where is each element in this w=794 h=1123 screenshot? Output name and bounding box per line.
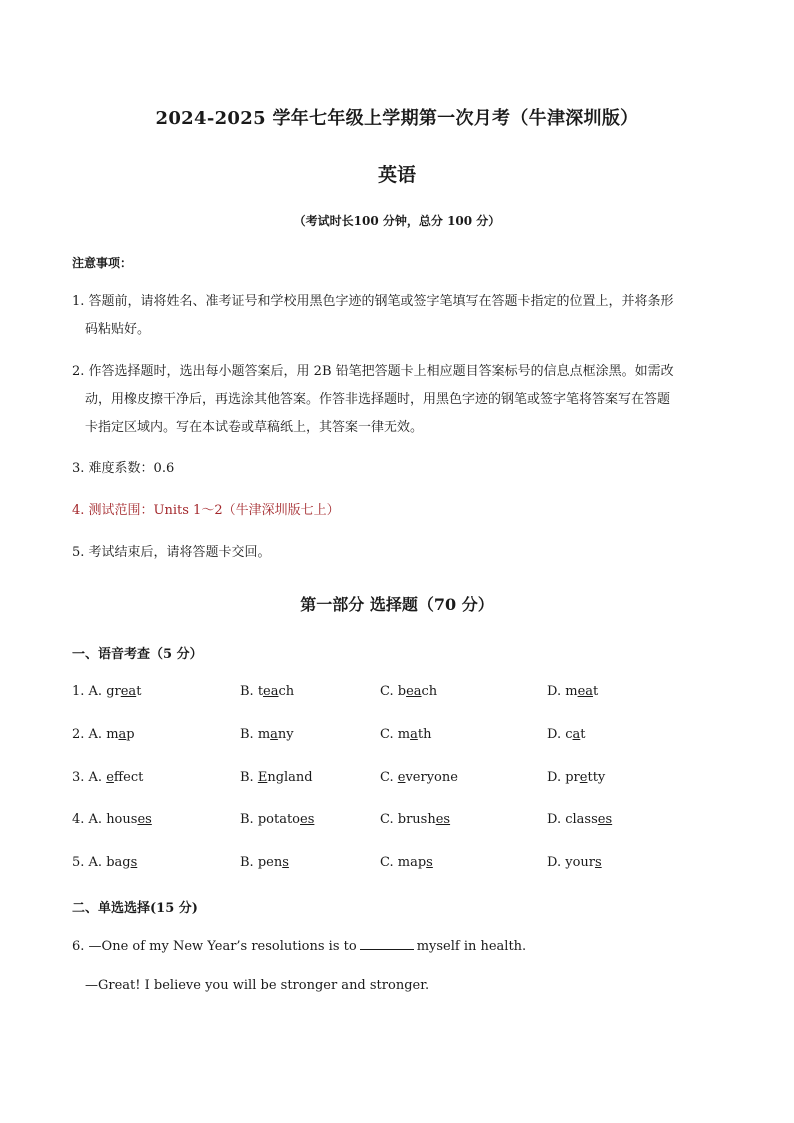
section-heading-phonetics: 一、语音考查（5 分） bbox=[72, 647, 203, 662]
note-text: 难度系数：0.6 bbox=[88, 461, 175, 476]
option-c: C. math bbox=[380, 727, 432, 742]
note-item-2 bbox=[72, 358, 732, 442]
note-item-1 bbox=[72, 288, 732, 344]
option-d: D. pretty bbox=[547, 770, 606, 785]
note-number: 3. bbox=[72, 461, 85, 476]
question-row-2 bbox=[72, 727, 732, 747]
part-title: 第一部分 选择题（70 分） bbox=[300, 595, 494, 614]
option-d: D. cat bbox=[547, 727, 586, 742]
note-text: 作答选择题时，选出每小题答案后，用 2B 铅笔把答题卡上相应题目答案标号的信息点框涂黑。如需改 bbox=[88, 364, 674, 379]
option-a: 4. A. houses bbox=[72, 812, 152, 827]
note-number: 4. bbox=[72, 503, 85, 518]
question-6-line-1 bbox=[72, 937, 732, 954]
question-6-line-2: —Great! I believe you will be stronger and stronger. bbox=[85, 978, 430, 993]
option-c: C. brushes bbox=[380, 812, 451, 827]
option-a: 2. A. map bbox=[72, 727, 135, 742]
note-text: 考试结束后，请将答题卡交回。 bbox=[88, 545, 271, 560]
note-text: 测试范围：Units 1～2（牛津深圳版七上） bbox=[88, 503, 340, 518]
option-a: 5. A. bags bbox=[72, 855, 138, 870]
note-number: 2. bbox=[72, 364, 85, 379]
question-row-1 bbox=[72, 684, 732, 704]
note-text-continued: 码粘贴好。 bbox=[85, 322, 151, 337]
note-number: 1. bbox=[72, 294, 85, 309]
option-a: 1. A. great bbox=[72, 684, 142, 699]
note-text-continued: 动，用橡皮擦干净后，再选涂其他答案。作答非选择题时，用黑色字迹的钢笔或签字笔将答案写在答题 bbox=[85, 392, 671, 407]
exam-title: 2024-2025 学年七年级上学期第一次月考（牛津深圳版） bbox=[155, 108, 639, 129]
note-number: 5. bbox=[72, 545, 85, 560]
question-row-3 bbox=[72, 770, 732, 790]
option-c: C. beach bbox=[380, 684, 438, 699]
note-item-5 bbox=[72, 539, 732, 567]
note-item-3 bbox=[72, 455, 732, 483]
question-row-5 bbox=[72, 855, 732, 875]
section-heading-single-choice: 二、单选选择(15 分) bbox=[72, 901, 198, 916]
answer-blank bbox=[360, 937, 414, 950]
option-b: B. teach bbox=[240, 684, 295, 699]
exam-info: （考试时长100 分钟，总分 100 分） bbox=[293, 214, 501, 228]
option-d: D. meat bbox=[547, 684, 599, 699]
option-b: B. pens bbox=[240, 855, 289, 870]
option-b: B. potatoes bbox=[240, 812, 315, 827]
note-text-continued: 卡指定区域内。写在本试卷或草稿纸上，其答案一律无效。 bbox=[85, 420, 424, 435]
option-c: C. maps bbox=[380, 855, 433, 870]
option-a: 3. A. effect bbox=[72, 770, 144, 785]
question-text-continued: myself in health. bbox=[416, 939, 527, 954]
subject-title: 英语 bbox=[377, 164, 416, 186]
option-b: B. England bbox=[240, 770, 313, 785]
question-text: 6. —One of my New Year’s resolutions is to bbox=[72, 939, 357, 954]
question-row-4 bbox=[72, 812, 732, 832]
note-item-4 bbox=[72, 497, 732, 525]
option-d: D. yours bbox=[547, 855, 602, 870]
option-d: D. classes bbox=[547, 812, 613, 827]
notes-heading: 注意事项： bbox=[72, 256, 133, 270]
option-b: B. many bbox=[240, 727, 294, 742]
option-c: C. everyone bbox=[380, 770, 458, 785]
note-text: 答题前，请将姓名、准考证号和学校用黑色字迹的钢笔或签字笔填写在答题卡指定的位置上，并将条形 bbox=[88, 294, 674, 309]
